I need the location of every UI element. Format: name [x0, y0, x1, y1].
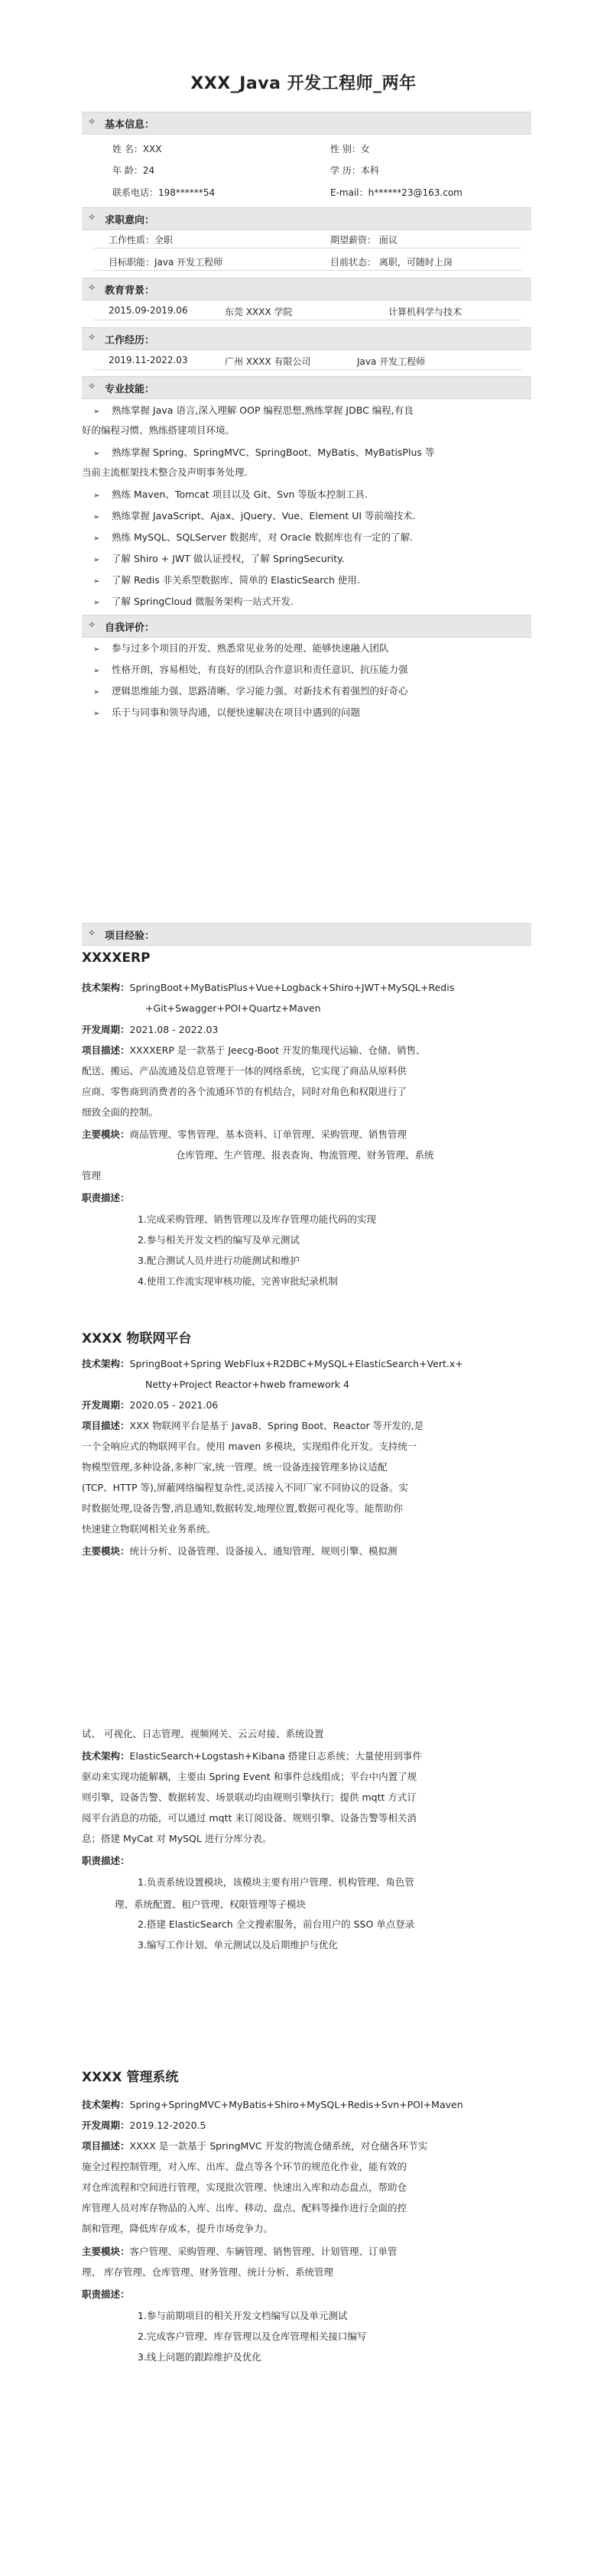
degree-field: 学 历：本科 — [330, 165, 379, 176]
eval-item: ➢ 逻辑思维能力强、思路清晰、学习能力强、对新技术有着强烈的好奇心 — [93, 681, 529, 703]
project-modules-cont: 试、 可视化、日志管理、视频网关、云云对接、系统设置 — [82, 1728, 324, 1740]
skill-item: ➢ 了解 SpringCloud 微服务架构一站式开发. — [93, 592, 529, 613]
duty-item: 3.线上问题的跟踪维护及优化 — [138, 2351, 261, 2363]
project-desc-cont: 库管理人员对库存物品的入库、出库、移动、盘点、配料等操作进行全面的控 — [82, 2202, 407, 2214]
duty-item: 2.搭建 ElasticSearch 全文搜索服务，前台用户的 SSO 单点登录 — [138, 1918, 415, 1930]
project-modules: 主要模块：客户管理、采购管理、车辆管理、销售管理、计划管理、订单管 — [82, 2246, 398, 2257]
edu-school: 东莞 XXXX 学院 — [225, 307, 293, 317]
project-modules-cont: 管理 — [82, 1170, 102, 1181]
eval-item: ➢ 性格开朗，容易相处，有良好的团队合作意识和责任意识、抗压能力强 — [93, 660, 529, 681]
project-modules-cont: 理、 库存管理、仓库管理、财务管理、统计分析、系统管理 — [82, 2266, 333, 2278]
section-title: 项目经验： — [105, 931, 155, 942]
duty-item: 1.参与前期项目的相关开发文档编写以及单元测试 — [138, 2310, 348, 2321]
work-company: 广州 XXXX 有限公司 — [225, 356, 311, 367]
project-period: 开发周期：2021.08 - 2022.03 — [82, 1024, 219, 1035]
project-arch-desc-cont: 阅平台消息的功能，可以通过 mqtt 来订阅设备、规则引擎、设备告警等相关消 — [82, 1812, 417, 1824]
project-arch: 技术架构：Spring+SpringMVC+MyBatis+Shiro+MySQL+Redis+Svn+POI+Maven — [82, 2099, 463, 2110]
duty-item: 3.配合测试人员并进行功能测试和维护 — [138, 1255, 300, 1266]
arrow-bullet-icon: ➢ — [93, 577, 100, 586]
project-desc-cont: 快速建立物联网相关业务系统。 — [82, 1523, 216, 1535]
skill-item: ➢ 熟练 MySQL、SQLServer 数据库，对 Oracle 数据库也有一定的了解. — [93, 528, 529, 549]
project-arch-desc: 技术架构：ElasticSearch+Logstash+Kibana 搭建日志系统；大量使用到事件 — [82, 1750, 422, 1762]
skill-item: ➢ 熟练掌握 JavaScript、Ajax、jQuery、Vue、Element UI 等前端技术. — [93, 506, 529, 528]
arrow-bullet-icon: ➢ — [93, 534, 100, 543]
diamond-icon: ✧ — [88, 927, 96, 938]
phone-field: 联系电话：198******54 — [112, 187, 216, 198]
name-field: 姓 名：XXX — [112, 144, 162, 154]
project-modules-cont: 仓库管理、生产管理、报表查询、物流管理、财务管理、系统 — [176, 1149, 434, 1161]
expected-salary: 期望薪资： 面议 — [330, 235, 398, 245]
project-period: 开发周期：2020.05 - 2021.06 — [82, 1399, 219, 1411]
duty-item-cont: 理、系统配置、租户管理、权限管理等子模块 — [115, 1899, 307, 1910]
job-type: 工作性质：全职 — [109, 235, 174, 245]
section-title: 求职意向： — [105, 215, 155, 226]
work-role: Java 开发工程师 — [357, 356, 426, 367]
section-title: 教育背景： — [105, 285, 155, 297]
project-desc: 项目描述：XXXXERP 是一款基于 Jeecg-Boot 开发的集现代运输、仓储、销售、 — [82, 1044, 426, 1056]
project-arch-cont: Netty+Project Reactor+hweb framework 4 — [145, 1379, 349, 1390]
project-arch-desc-cont: 驱动来实现功能解耦，主要由 Spring Event 和事件总线组成；平台中内置了规 — [82, 1771, 417, 1782]
resume-title: XXX_Java 开发工程师_两年 — [190, 74, 417, 93]
arrow-bullet-icon: ➢ — [93, 710, 100, 718]
section-title: 工作经历： — [105, 335, 155, 346]
duty-item: 3.编写工作计划、单元测试以及后期维护与优化 — [138, 1939, 338, 1951]
project-duty-label: 职责描述： — [82, 1855, 130, 1866]
gender-field: 性 别：女 — [330, 144, 370, 154]
arrow-bullet-icon: ➢ — [93, 645, 100, 654]
education-row — [93, 303, 521, 320]
arrow-bullet-icon: ➢ — [93, 667, 100, 675]
section-work — [82, 327, 531, 350]
project-title: XXXX 物联网平台 — [82, 1331, 192, 1346]
email-field: E-mail：h******23@163.com — [330, 187, 463, 198]
edu-major: 计算机科学与技术 — [388, 307, 463, 317]
project-arch-cont: +Git+Swagger+POI+Quartz+Maven — [145, 1002, 321, 1014]
intent-row-1 — [93, 231, 521, 249]
section-self-eval — [82, 615, 531, 638]
duty-item: 2.完成客户管理、库存管理以及仓库管理相关接口编写 — [138, 2331, 367, 2342]
arrow-bullet-icon: ➢ — [93, 492, 100, 500]
arrow-bullet-icon: ➢ — [93, 408, 100, 416]
arrow-bullet-icon: ➢ — [93, 450, 100, 458]
project-desc: 项目描述：XXX 物联网平台是基于 Java8、Spring Boot、Reactor 等开发的,是 — [82, 1420, 424, 1431]
project-modules: 主要模块：统计分析、设备管理、设备接入、通知管理、规则引擎、模拟测 — [82, 1545, 398, 1557]
skill-item: ➢ 了解 Shiro + JWT 做认证授权，了解 SpringSecurity. — [93, 549, 529, 570]
project-duty-label: 职责描述： — [82, 1192, 130, 1204]
age-field: 年 龄：24 — [112, 165, 155, 176]
project-period: 开发周期：2019.12-2020.5 — [82, 2120, 206, 2131]
project-desc-cont: 时数据处理,设备告警,消息通知,数据转发,地理位置,数据可视化等。能帮助你 — [82, 1502, 403, 1514]
diamond-icon: ✧ — [88, 212, 96, 223]
diamond-icon: ✧ — [88, 116, 96, 127]
skill-item-cont: 当前主流框架技术整合及声明事务处理. — [82, 466, 248, 478]
section-title: 基本信息： — [105, 119, 155, 131]
skill-item: ➢ 了解 Redis 非关系型数据库、简单的 ElasticSearch 使用. — [93, 570, 529, 592]
project-desc-cont: 细致全面的控制。 — [82, 1106, 159, 1118]
project-title: XXXXERP — [82, 950, 151, 966]
target-job: 目标职能：Java 开发工程师 — [109, 257, 223, 268]
project-desc-cont: 物模型管理,多种设备,多种厂家,统一管理。统一设备连接管理多协议适配 — [82, 1461, 388, 1473]
arrow-bullet-icon: ➢ — [93, 688, 100, 697]
work-row — [93, 352, 521, 370]
project-desc-cont: 一个全响应式的物联网平台。使用 maven 多模块，实现组件化开发。支持统一 — [82, 1441, 417, 1452]
skill-item: ➢ 熟练掌握 Spring、SpringMVC、SpringBoot、MyBatis、MyBatisPlus 等 — [93, 443, 529, 464]
section-title: 自我评价： — [105, 622, 155, 634]
current-status: 目前状态： 离职，可随时上岗 — [330, 257, 453, 268]
eval-item: ➢ 参与过多个项目的开发、熟悉常见业务的处理、能够快速融入团队 — [93, 638, 529, 660]
section-education — [82, 278, 531, 300]
skill-item-cont: 好的编程习惯、熟练搭建项目环境。 — [82, 424, 235, 436]
project-modules: 主要模块：商品管理、零售管理、基本资料、订单管理、采购管理、销售管理 — [82, 1129, 407, 1140]
duty-item: 4.使用工作流实现审核功能，完善审批纪录机制 — [138, 1275, 338, 1287]
duty-item: 1.完成采购管理、销售管理以及库存管理功能代码的实现 — [138, 1213, 376, 1225]
project-desc-cont: 配送、搬运、产品流通及信息管理于一体的网络系统，它实现了商品从原料供 — [82, 1065, 407, 1077]
eval-item: ➢ 乐于与同事和领导沟通，以便快速解决在项目中遇到的问题 — [93, 703, 529, 724]
work-date: 2019.11-2022.03 — [109, 355, 188, 365]
section-title: 专业技能： — [105, 384, 155, 395]
diamond-icon: ✧ — [88, 619, 96, 630]
arrow-bullet-icon: ➢ — [93, 599, 100, 607]
project-desc-cont: 应商、零售商到消费者的各个流通环节的有机结合，同时对角色和权限进行了 — [82, 1086, 407, 1097]
project-arch-desc-cont: 息；搭建 MyCat 对 MySQL 进行分库分表。 — [82, 1833, 272, 1844]
diamond-icon: ✧ — [88, 381, 96, 391]
project-arch-desc-cont: 则引擎，设备告警、数据转发、场景联动均由规则引擎执行；提供 mqtt 方式订 — [82, 1792, 417, 1803]
skill-item: ➢ 熟练 Maven、Tomcat 项目以及 Git、Svn 等版本控制工具. — [93, 485, 529, 506]
diamond-icon: ✧ — [88, 332, 96, 343]
diamond-icon: ✧ — [88, 282, 96, 293]
project-arch: 技术架构：SpringBoot+MyBatisPlus+Vue+Logback+Shiro+JWT+MySQL+Redis — [82, 982, 455, 993]
arrow-bullet-icon: ➢ — [93, 556, 100, 564]
project-title: XXXX 管理系统 — [82, 2070, 179, 2085]
section-skills — [82, 376, 531, 399]
section-basic-info — [82, 112, 531, 135]
intent-row-2 — [93, 253, 521, 271]
section-job-intent — [82, 207, 531, 230]
edu-date: 2015.09-2019.06 — [109, 305, 188, 316]
duty-item: 2.参与相关开发文档的编写及单元测试 — [138, 1234, 300, 1246]
skill-item: ➢ 熟练掌握 Java 语言,深入理解 OOP 编程思想,熟练掌握 JDBC 编程,有良 — [93, 401, 529, 422]
project-desc: 项目描述：XXXX 是一款基于 SpringMVC 开发的物流仓储系统，对仓储各环节实 — [82, 2140, 428, 2152]
project-desc-cont: 对仓库流程和空间进行管理，实现批次管理、快速出入库和动态盘点，帮助仓 — [82, 2181, 407, 2193]
project-desc-cont: (TCP、HTTP 等),屏蔽网络编程复杂性,灵活接入不同厂家不同协议的设备。实 — [82, 1482, 408, 1493]
project-duty-label: 职责描述： — [82, 2289, 130, 2300]
duty-item: 1.负责系统设置模块，该模块主要有用户管理、机构管理、角色管 — [138, 1876, 414, 1888]
arrow-bullet-icon: ➢ — [93, 513, 100, 521]
project-desc-cont: 制和管理，降低库存成本，提升市场竞争力。 — [82, 2223, 274, 2234]
project-desc-cont: 施全过程控制管理，对入库、出库、盘点等各个环节的规范化作业，能有效的 — [82, 2161, 407, 2172]
project-arch: 技术架构：SpringBoot+Spring WebFlux+R2DBC+MySQL+ElasticSearch+Vert.x+ — [82, 1358, 463, 1369]
section-projects — [82, 923, 531, 946]
